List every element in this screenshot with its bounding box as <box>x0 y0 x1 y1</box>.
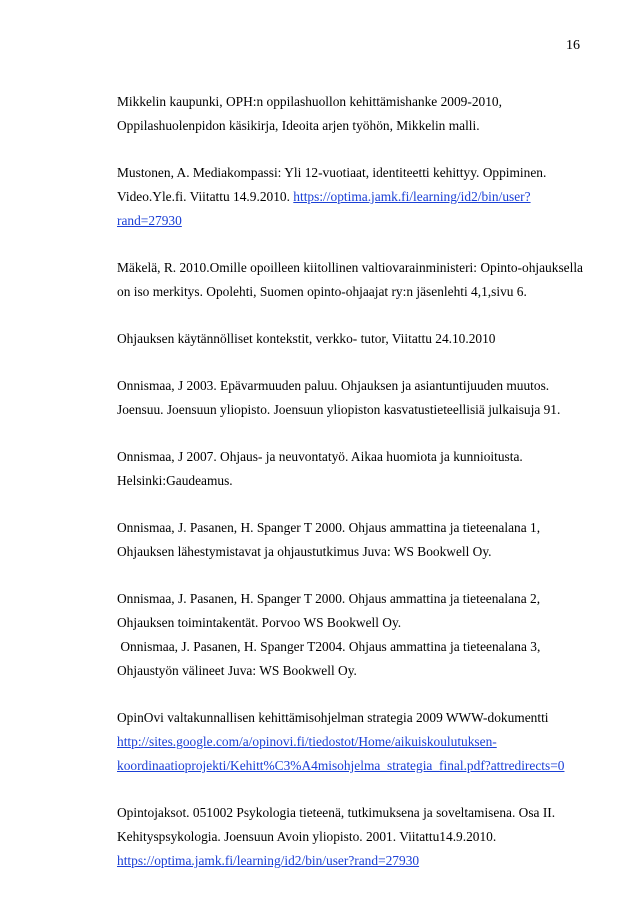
reference-line: OpinOvi valtakunnallisen kehittämisohjelman strategia 2009 WWW-dokumentti <box>117 710 549 725</box>
reference-line: Ohjauksen käytännölliset kontekstit, verkko- tutor, Viitattu 24.10.2010 <box>117 331 496 346</box>
reference-line: Ohjauksen toimintakentät. Porvoo WS Bookwell Oy. <box>117 615 402 630</box>
reference-line: Mustonen, A. Mediakompassi: Yli 12-vuotiaat, identiteetti kehittyy. Oppiminen. <box>117 165 547 180</box>
reference-entry <box>117 90 587 138</box>
reference-line: Onnismaa, J 2007. Ohjaus- ja neuvontatyö. Aikaa huomiota ja kunnioitusta. <box>117 449 523 464</box>
reference-line: Kehityspsykologia. Joensuun Avoin yliopisto. 2001. Viitattu14.9.2010. <box>117 829 497 844</box>
reference-link[interactable]: koordinaatioprojekti/Kehitt%C3%A4misohjelma_strategia_final.pdf?attredirects=0 <box>117 758 565 773</box>
page-number: 16 <box>566 38 580 53</box>
reference-entry <box>117 801 587 873</box>
reference-entry <box>117 256 587 304</box>
reference-entry <box>117 516 587 564</box>
reference-line: on iso merkitys. Opolehti, Suomen opinto-ohjaajat ry:n jäsenlehti 4,1,sivu 6. <box>117 284 527 299</box>
reference-line <box>117 849 587 873</box>
reference-entry <box>117 587 587 683</box>
reference-entry <box>117 374 587 422</box>
reference-line: Onnismaa, J. Pasanen, H. Spanger T 2000. Ohjaus ammattina ja tieteenalana 1, <box>117 520 541 535</box>
reference-line: Opintojaksot. 051002 Psykologia tieteenä, tutkimuksena ja soveltamisena. Osa II. <box>117 805 556 820</box>
reference-entry <box>117 706 587 778</box>
reference-line: Ohjauksen lähestymistavat ja ohjaustutkimus Juva: WS Bookwell Oy. <box>117 544 492 559</box>
reference-entry <box>117 327 587 351</box>
reference-line: Ohjaustyön välineet Juva: WS Bookwell Oy. <box>117 663 357 678</box>
reference-line <box>117 754 587 778</box>
reference-text: Video.Yle.fi. Viitattu 14.9.2010. <box>117 189 294 204</box>
reference-line: Onnismaa, J. Pasanen, H. Spanger T 2000. Ohjaus ammattina ja tieteenalana 2, <box>117 591 541 606</box>
reference-link[interactable]: https://optima.jamk.fi/learning/id2/bin/user? <box>293 189 531 204</box>
reference-list <box>117 90 587 873</box>
reference-line <box>117 730 587 754</box>
reference-link[interactable]: http://sites.google.com/a/opinovi.fi/tiedostot/Home/aikuiskoulutuksen- <box>117 734 497 749</box>
reference-link[interactable]: https://optima.jamk.fi/learning/id2/bin/user?rand=27930 <box>117 853 420 868</box>
reference-line: Mikkelin kaupunki, OPH:n oppilashuollon kehittämishanke 2009-2010, <box>117 94 502 109</box>
reference-link[interactable]: rand=27930 <box>117 213 182 228</box>
reference-line: Onnismaa, J 2003. Epävarmuuden paluu. Ohjauksen ja asiantuntijuuden muutos. <box>117 378 550 393</box>
reference-line <box>117 185 587 209</box>
reference-entry <box>117 445 587 493</box>
reference-line: Mäkelä, R. 2010.Omille opoilleen kiitollinen valtiovarainministeri: Opinto-ohjauksella <box>117 260 583 275</box>
reference-line: Onnismaa, J. Pasanen, H. Spanger T2004. Ohjaus ammattina ja tieteenalana 3, <box>117 639 541 654</box>
reference-line: Helsinki:Gaudeamus. <box>117 473 233 488</box>
reference-line <box>117 209 587 233</box>
reference-entry <box>117 161 587 233</box>
reference-line: Oppilashuolenpidon käsikirja, Ideoita arjen työhön, Mikkelin malli. <box>117 118 480 133</box>
reference-line: Joensuu. Joensuun yliopisto. Joensuun yliopiston kasvatustieteellisiä julkaisuja 91. <box>117 402 561 417</box>
